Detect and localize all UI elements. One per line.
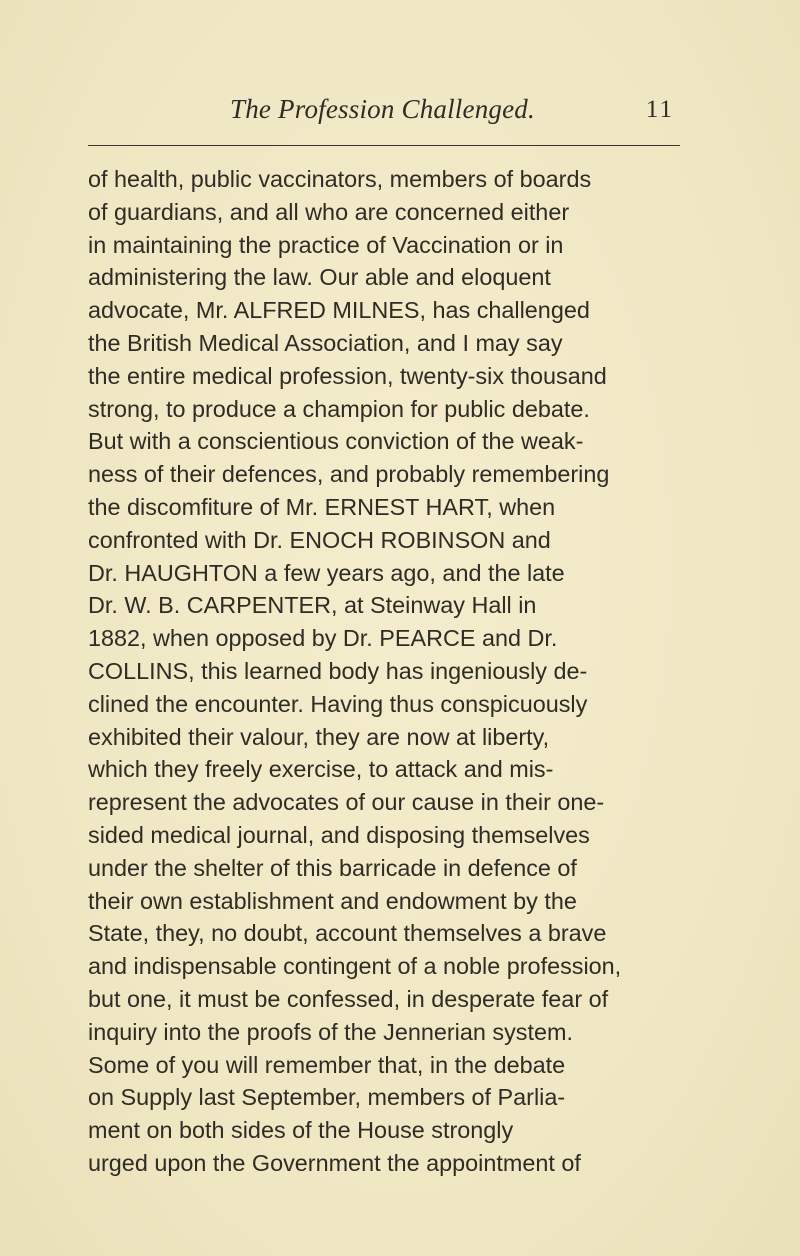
page-header [88, 94, 680, 130]
text-line: represent the advocates of our cause in their one- [88, 789, 605, 816]
text-line: and indispensable contingent of a noble profession, [88, 953, 622, 980]
text-line: But with a conscientious conviction of the weak- [88, 428, 584, 455]
text-line: of health, public vaccinators, members of boards [88, 166, 592, 192]
text-line: confronted with Dr. ENOCH ROBINSON and [88, 526, 551, 553]
body-text [88, 163, 708, 1180]
text-line: in maintaining the practice of Vaccination or in [88, 231, 564, 258]
text-line: the British Medical Association, and I may say [88, 329, 563, 356]
text-line: under the shelter of this barricade in defence of [88, 854, 577, 881]
text-line: of guardians, and all who are concerned either [88, 198, 570, 225]
page-number: 11 [645, 96, 674, 123]
text-line: 1882, when opposed by Dr. PEARCE and Dr. [88, 625, 558, 652]
text-line: State, they, no doubt, account themselves a brave [88, 920, 607, 947]
text-line: on Supply last September, members of Parlia- [88, 1084, 566, 1111]
text-line: inquiry into the proofs of the Jennerian system. [88, 1018, 573, 1045]
text-line: advocate, Mr. ALFRED MILNES, has challenged [88, 297, 590, 324]
text-line: which they freely exercise, to attack and mis- [88, 756, 554, 783]
text-line: the entire medical profession, twenty-six thousand [88, 362, 607, 389]
text-line: Dr. W. B. CARPENTER, at Steinway Hall in [88, 592, 537, 619]
running-title: The Profession Challenged. [230, 94, 535, 124]
text-line: strong, to produce a champion for public debate. [88, 395, 590, 422]
text-line: clined the encounter. Having thus conspicuously [88, 690, 588, 717]
text-line: ness of their defences, and probably remembering [88, 461, 610, 488]
text-line: urged upon the Government the appointment of [88, 1149, 581, 1176]
text-line: ment on both sides of the House strongly [88, 1117, 514, 1144]
text-line: administering the law. Our able and eloquent [88, 264, 551, 291]
text-line: sided medical journal, and disposing themselves [88, 821, 590, 848]
text-line: exhibited their valour, they are now at liberty, [88, 723, 550, 750]
text-line: the discomfiture of Mr. ERNEST HART, when [88, 493, 556, 520]
text-line: Some of you will remember that, in the debate [88, 1051, 566, 1078]
text-line: but one, it must be confessed, in desperate fear of [88, 985, 609, 1012]
text-line: their own establishment and endowment by the [88, 887, 577, 914]
text-line: COLLINS, this learned body has ingeniously de- [88, 657, 588, 684]
text-line: Dr. HAUGHTON a few years ago, and the late [88, 559, 565, 586]
header-rule [88, 145, 680, 146]
